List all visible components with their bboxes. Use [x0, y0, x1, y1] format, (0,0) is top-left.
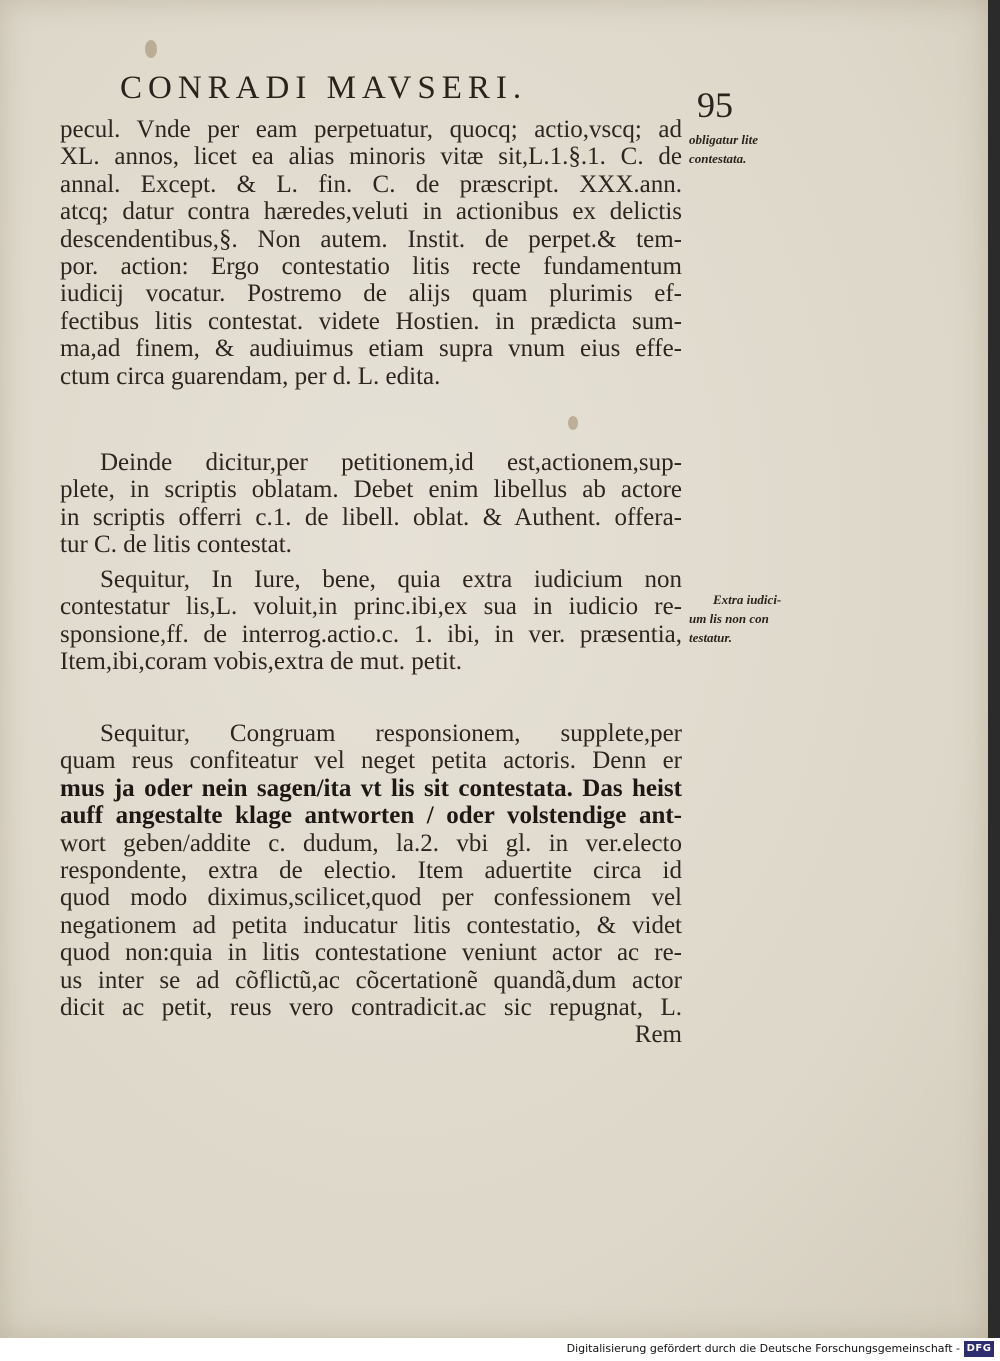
text-line: ctum circa guarendam, per d. L. edita. [60, 362, 441, 390]
margin-note-line: obligatur lite [689, 132, 758, 147]
margin-note-line: testatur. [689, 630, 732, 645]
paragraph-1 [60, 116, 682, 390]
text-line: Item,ibi,coram vobis,extra de mut. petit. [60, 648, 462, 676]
page-edge [988, 0, 1000, 1338]
text-line: XL. annos, licet ea alias minoris vitæ sit,L.1.§.1. C. de [60, 143, 682, 171]
text-line: plete, in scriptis oblatam. Debet enim libellus ab actore [60, 476, 682, 504]
text-line: in scriptis offerri c.1. de libell. oblat. & Authent. offera- [60, 503, 682, 531]
text-line: auff angestalte klage antworten / oder volstendige ant- [60, 802, 682, 830]
text-line: quod non:quia in litis contestatione veniunt actor ac re- [60, 939, 682, 967]
paragraph-2 [60, 449, 682, 559]
text-line: quam reus confiteatur vel neget petita actoris. Denn er [60, 747, 682, 775]
footer-bar [0, 1338, 1000, 1361]
margin-note-line: Extra iudici- [713, 592, 782, 607]
ink-blot [568, 416, 578, 430]
running-head: CONRADI MAVSERI. [120, 70, 528, 106]
text-line: Sequitur, In Iure, bene, quia extra iudicium non [100, 566, 682, 593]
text-line: sponsione,ff. de interrog.actio.c. 1. ibi, in ver. præsentia, [60, 620, 682, 648]
text-line: ma,ad finem, & audiuimus etiam supra vnum eius effe- [60, 335, 682, 363]
text-line: dicit ac petit, reus vero contradicit.ac sic repugnat, L. [60, 994, 682, 1022]
text-line: respondente, extra de electio. Item aduertite circa id [60, 857, 682, 885]
paragraph-4 [60, 720, 682, 1049]
text-line: mus ja oder nein sagen/ita vt lis sit contestata. Das heist [60, 774, 682, 802]
ink-blot [145, 40, 157, 58]
margin-note-line: contestata. [689, 151, 747, 166]
dfg-logo-icon: DFG [964, 1341, 994, 1357]
text-line: iudicij vocatur. Postremo de alijs quam plurimis ef- [60, 280, 682, 308]
text-line: quod modo diximus,scilicet,quod per confessionem vel [60, 884, 682, 912]
page-number: 95 [697, 85, 733, 125]
margin-note-line: um lis non con [689, 611, 769, 626]
text-line: tur C. de litis contestat. [60, 531, 292, 559]
text-line: us inter se ad cõflictũ,ac cõcertationẽ quandã,dum actor [60, 966, 682, 994]
text-line: fectibus litis contestat. videte Hostien. in prædicta sum- [60, 307, 682, 335]
text-line: pecul. Vnde per eam perpetuatur, quocq; actio,vscq; ad [60, 116, 682, 143]
text-line: annal. Except. & L. fin. C. de præscript. XXX.ann. [60, 170, 682, 198]
text-line: descendentibus,§. Non autem. Instit. de perpet.& tem- [60, 225, 682, 253]
margin-note [689, 130, 758, 168]
catchword: Rem [634, 1021, 682, 1049]
margin-note [689, 590, 781, 647]
text-line: por. action: Ergo contestatio litis recte fundamentum [60, 253, 682, 281]
text-line: contestatur lis,L. voluit,in princ.ibi,ex sua in iudicio re- [60, 593, 682, 621]
text-line: atcq; datur contra hæredes,veluti in actionibus ex delictis [60, 198, 682, 226]
funding-notice: Digitalisierung gefördert durch die Deutsche Forschungsgemeinschaft - [566, 1342, 960, 1355]
text-line: Sequitur, Congruam responsionem, supplete,per [100, 720, 682, 747]
paragraph-3 [60, 566, 682, 676]
text-line: Deinde dicitur,per petitionem,id est,actionem,sup- [100, 449, 682, 476]
text-line: negationem ad petita inducatur litis contestatio, & videt [60, 911, 682, 939]
text-line: wort geben/addite c. dudum, la.2. vbi gl. in ver.electo [60, 829, 682, 857]
